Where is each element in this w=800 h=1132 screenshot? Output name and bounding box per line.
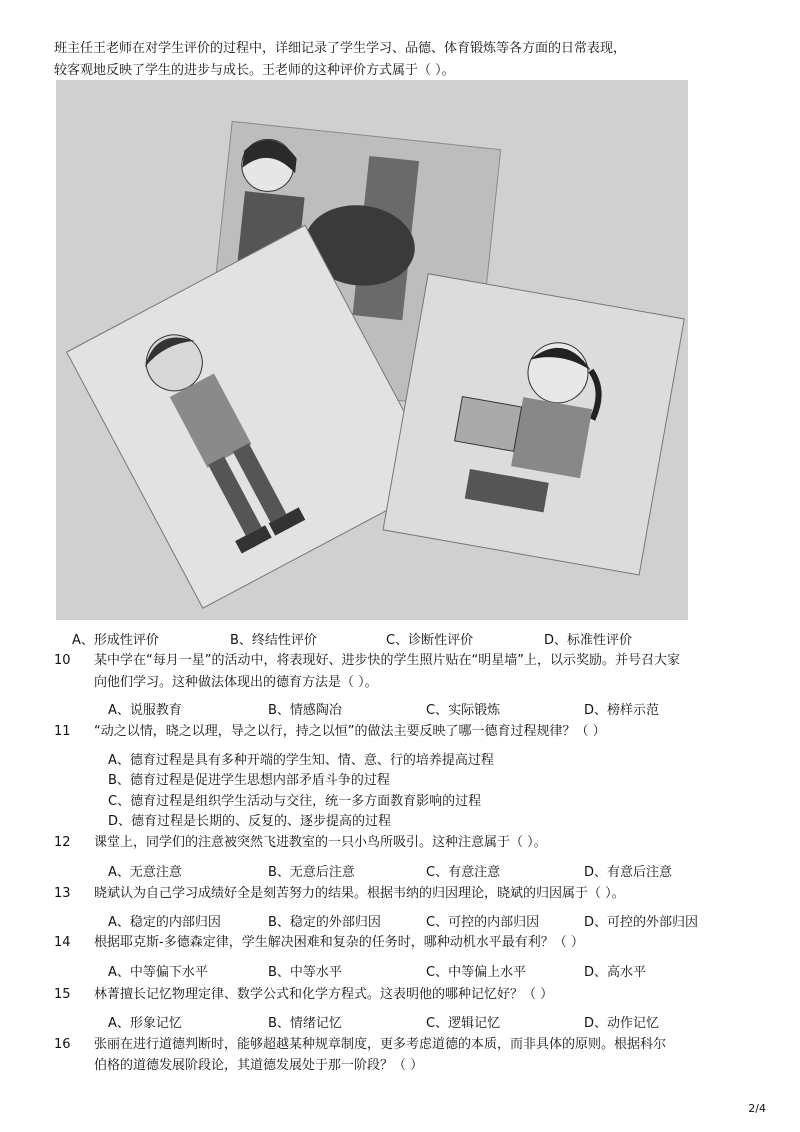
q16-stem-line2: 伯格的道德发展阶段论，其道德发展处于那一阶段？（ ） <box>94 1058 424 1073</box>
q10-stem-line2: 向他们学习。这种做法体现出的德育方法是（ ）。 <box>94 675 378 690</box>
q13-number: 13 <box>54 886 71 901</box>
q9-stem-line2: 较客观地反映了学生的进步与成长。王老师的这种评价方式属于（ ）。 <box>54 63 455 78</box>
q15-option-b: B、情绪记忆 <box>268 1016 342 1031</box>
q13-option-b: B、稳定的外部归因 <box>268 915 381 930</box>
q14-option-a: A、中等偏下水平 <box>108 965 208 980</box>
q9-option-b: B、终结性评价 <box>230 633 317 648</box>
q11-option-b: B、德育过程是促进学生思想内部矛盾斗争的过程 <box>108 773 390 788</box>
q12-number: 12 <box>54 835 71 850</box>
q15-stem: 林菁擅长记忆物理定律、数学公式和化学方程式。这表明他的哪种记忆好？（ ） <box>94 987 554 1002</box>
q9-option-c: C、诊断性评价 <box>386 633 474 648</box>
q9-stem-line1: 班主任王老师在对学生评价的过程中，详细记录了学生学习、品德、体育锻炼等各方面的日常表现， <box>54 41 627 56</box>
q14-option-d: D、高水平 <box>584 965 647 980</box>
q16-number: 16 <box>54 1037 71 1052</box>
q14-option-b: B、中等水平 <box>268 965 342 980</box>
q12-option-b: B、无意后注意 <box>268 865 355 880</box>
q15-option-c: C、逻辑记忆 <box>426 1016 501 1031</box>
q14-stem: 根据耶克斯-多德森定律，学生解决困难和复杂的任务时，哪种动机水平最有利？（ ） <box>94 935 584 950</box>
q11-option-c: C、德育过程是组织学生活动与交往，统一多方面教育影响的过程 <box>108 794 482 809</box>
q16-stem-line1: 张丽在进行道德判断时，能够超越某种规章制度，更多考虑道德的本质，而非具体的原则。根据科尔 <box>94 1037 667 1052</box>
q9-option-d: D、标准性评价 <box>544 633 633 648</box>
q15-option-d: D、动作记忆 <box>584 1016 660 1031</box>
q14-number: 14 <box>54 935 71 950</box>
q13-stem: 晓斌认为自己学习成绩好全是刻苦努力的结果。根据韦纳的归因理论，晓斌的归因属于（ ）。 <box>94 886 625 901</box>
card-girl <box>383 274 684 575</box>
q10-number: 10 <box>54 653 71 668</box>
q10-option-c: C、实际锻炼 <box>426 703 501 718</box>
q11-stem: “动之以情，晓之以理，导之以行，持之以恒”的做法主要反映了哪一德育过程规律？（ ） <box>94 724 606 739</box>
q13-option-a: A、稳定的内部归因 <box>108 915 221 930</box>
q9-option-a: A、形成性评价 <box>72 633 159 648</box>
q10-stem-line1: 某中学在“每月一星”的活动中，将表现好、进步快的学生照片贴在“明星墙”上，以示奖励。并号召大家 <box>94 653 680 668</box>
q11-option-d: D、德育过程是长期的、反复的、逐步提高的过程 <box>108 814 392 829</box>
page-number: 2/4 <box>748 1102 766 1115</box>
q15-option-a: A、形象记忆 <box>108 1016 182 1031</box>
q10-option-d: D、榜样示范 <box>584 703 660 718</box>
q13-option-d: D、可控的外部归因 <box>584 915 699 930</box>
q10-option-b: B、情感陶冶 <box>268 703 342 718</box>
q15-number: 15 <box>54 987 71 1002</box>
q12-option-a: A、无意注意 <box>108 865 182 880</box>
q12-option-c: C、有意注意 <box>426 865 501 880</box>
q13-option-c: C、可控的内部归因 <box>426 915 540 930</box>
q14-option-c: C、中等偏上水平 <box>426 965 527 980</box>
illustration-photo <box>56 80 688 620</box>
q11-option-a: A、德育过程是具有多种开端的学生知、情、意、行的培养提高过程 <box>108 753 494 768</box>
q12-option-d: D、有意后注意 <box>584 865 673 880</box>
q11-number: 11 <box>54 724 71 739</box>
q12-stem: 课堂上，同学们的注意被突然飞进教室的一只小鸟所吸引。这种注意属于（ ）。 <box>94 835 547 850</box>
q10-option-a: A、说服教育 <box>108 703 182 718</box>
